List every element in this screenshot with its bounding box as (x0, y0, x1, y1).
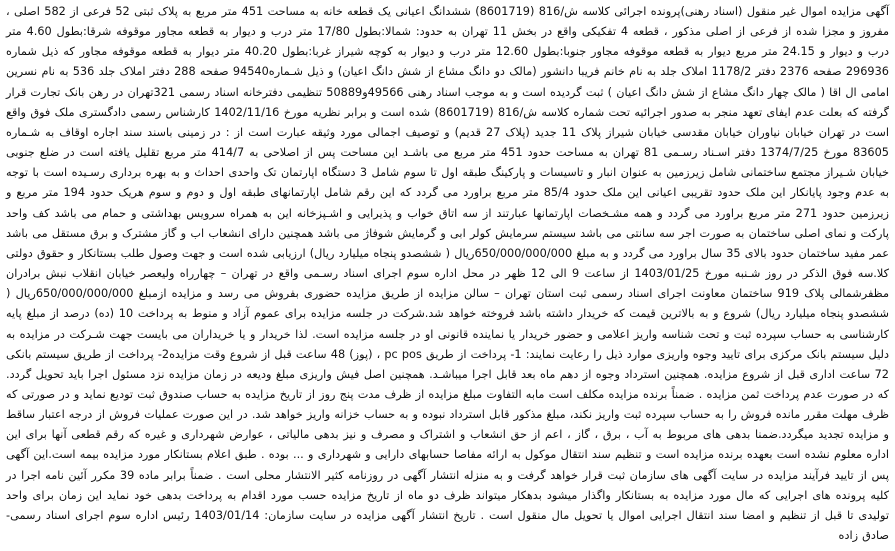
notice-body-text: آگهی مزایده اموال غیر منقول (اسناد رهنی)پرونده اجرائی کلاسه ش/816 (8601719) ششدانگ اعیانی یک قطعه خانه به مساحت 451 متر مربع به پلاک ثبتی 52 فرعی از 582 اصلی ، مفروز و مجزا شده از فرعی از اصلی مذکور ، قطعه 4 تفکیکی واقع در بخش 11 تهران به حدود: شمالا:بطول 17/80 متر درب و دیوار به قطعه مجاور موقوفه شرقا:بطول 4.60 متر درب و دیوار و 24.15 متر مربع دیوار به قطعه موقوفه مجاور جنوبا:بطول 12.60 متر درب و دیوار به کوچه شیراز غربا:بطول 40.20 متر دیوار به قطعه موقوفه مجاور که ذیل شماره 296936 صفحه 2376 دفتر 1178/2 املاک جلد به نام خانم فریبا دانشور (مالک دو دانگ مشاع از شش دانگ اعیان) و ذیل شـماره94540 صفحه 288 دفتر املاک جلد 536 به نام نسرین امامی ال اقا ( مالک چهار دانگ مشاع از شش دانگ اعیان ) ثبت گردیده است و به موجب اسناد رهنی 49566و50889 تنظیمی دفترخانه اسناد رسمی 321تهران در رهن بانک تجارت قرار گرفته که بعلت عدم ایفای تعهد منجر به صدور اجرائیه تحت شماره کلاسه ش/816 (8601719) شده است و برابر نظریه مورخ 1402/11/16 کارشناس رسمی دادگستری ملک فوق واقع است در تهران خیابان نیاوران خیابان مقدسی خیابان شیراز پلاک 11 جدید (پلاک 27 قدیم) و توصیف اجمالی مورد وثیقه عبارت است از : در زمینی باسند سند اجاره اوقاف به شـماره 83605 مورخ 1374/7/25 دفتر اسـناد رسـمی 81 تهران به مساحت حدود 451 متر مربع می باشـد این مساحت پس از اصلاحی به 414/7 متر مربع تقلیل یافته است در ضلع جنوبی خیابان شـیراز مجتمع ساختمانی شامل زیرزمین به عنوان انبار و تاسیسات و پارکینگ طبقه اول تا سوم شامل 3 دستگاه اپارتمان تک واحدی احداث و به بهره برداری رسـیده است با توجه به عدم وجود پایانکار این ملک حدود تقریبی اعیانی این ملک حدود 85/4 متر مربع براورد می گردد که این رقم شامل اپارتمانهای طبقه اول و دوم و سوم هریک حدود 194 متر مربع و زیرزمین حدود 271 متر مربع براورد می گردد و همه مشـخصات اپارتمانها عبارتند از سه اتاق خواب و پذیرایی و اشـپزخانه این به همراه سرویس بهداشتی و حمام می باشد کف واحد پارکت و نمای اصلی ساختمان به صورت اجر سه سانتی می باشد سیستم سرمایش کولر ابی و گرمایش شوفاژ می باشد همچنین دارای انشعاب اب و گاز مشترک و برق مستقل می باشد عمر مفید ساختمان حدود بالای 35 سال براورد می گردد و به مبلغ 650/000/000/000ریال ( ششصدو پنجاه میلیارد ریال) ارزیابی شده است و جهت وصول طلب بستانکار و حقوق دولتی کلا.سه فوق الذکر در روز شـنبه مورخ 1403/01/25 از ساعت 9 الی 12 ظهر در محل اداره سوم اجرای اسناد رسـمی واقع در تهران – چهارراه ولیعصر خیابان انقلاب نبش برادران مظفرشمالی پلاک 919 ساختمان معاونت اجرای اسناد رسمی ثبت استان تهران – سالن مزایده از طریق مزایده حضوری بفروش می رسد و مزایده ازمبلغ 650/000/000/000ریال ( ششصدو پنجاه میلیارد ریال) شروع و به بالاترین قیمت که خریدار داشته باشد فروخته خواهد شد.شرکت در جلسه مزایده برای عموم آزاد و منوط به پرداخت 10 (ده) درصد از مبلغ پایه کارشناسی به حساب سپرده ثبت و تحت شناسه واریز اعلامی و حضور خریدار یا نماینده قانونی او در جلسه مزایده است. لذا خریدار و یا خریداران می بایست جهت شـرکت در مزایده به دلیل سیستم بانک مرکزی برای تایید وجوه واریزی موارد ذیل را رعایت نمایند: 1- پرداخت از طریق pc pos ، (پوز) 48 ساعت قبل از شروع وقت مزایده2- پرداخت از طریق سیستم بانکی 72 ساعت اداری قبل از شروع مزایده. همچنین استرداد وجوه از دهم ماه بعد قابل اجرا میباشـد. همچنین اصل فیش واریزی مبلغ ودیعه در زمان مزایده نزد مسئول اجرا باید تحویل گردد. که در صورت عدم پرداخت ثمن مزایده . ضمناً برنده مزایده مکلف است مابه التفاوت مبلغ مزایده از ظرف مدت پنج روز از تاریخ مزایده به حساب صندوق ثبت تودیع نماید و در صورتی که ظرف مهلت مقرر مانده فروش را به حساب سپرده ثبت واریز نکند، مبلغ مذکور قابل استرداد نبوده و به حساب خزانه واریز خواهد شد. در این صورت عملیات فروش از درجه اعتبار ساقط و مزایده تجدید میگردد.ضمنا بدهی های مربوط به آب ، برق ، گاز ، اعم از حق انشعاب و اشتراک و مصرف و نیز بدهی مالیاتی ، عوارض شهرداری و غیره که رقم قطعی آنها برای این اداره معلوم نشده است بعهده برنده مزایده است و تنظیم سند انتقال موکول به ارائه مفاصا حسابهای دارایی و شهرداری و ... بوده . طبق اعلام بستانکار مورد مزایده بیمه است.این آگهی پس از تایید فرآیند مزایده در سایت آگهی های سازمان ثبت قرار خواهد گرفت و به منزله انتشار آگهی در روزنامه کثیر الانتشار محلی است . ضمناً برابر ماده 39 مکرر آئین نامه اجرا در کلیه پرونده های اجرایی که مال مورد مزایده به بستانکار واگذار میشود بدهکار میتواند ظرف دو ماه از تاریخ مزایده حسب مورد اقدام به پرداخت بدهی خود نماید این زمان برای واحد تولیدی تا قبل از تنظیم و امضا سند انتقال اجرایی اموال یا تحویل مال منقول است . تاریخ انتشار آگهی مزایده در سایت سازمان: 1403/01/14 رئیس اداره سوم اجرای اسناد رسمی- صادق زاده (6, 5, 890, 543)
